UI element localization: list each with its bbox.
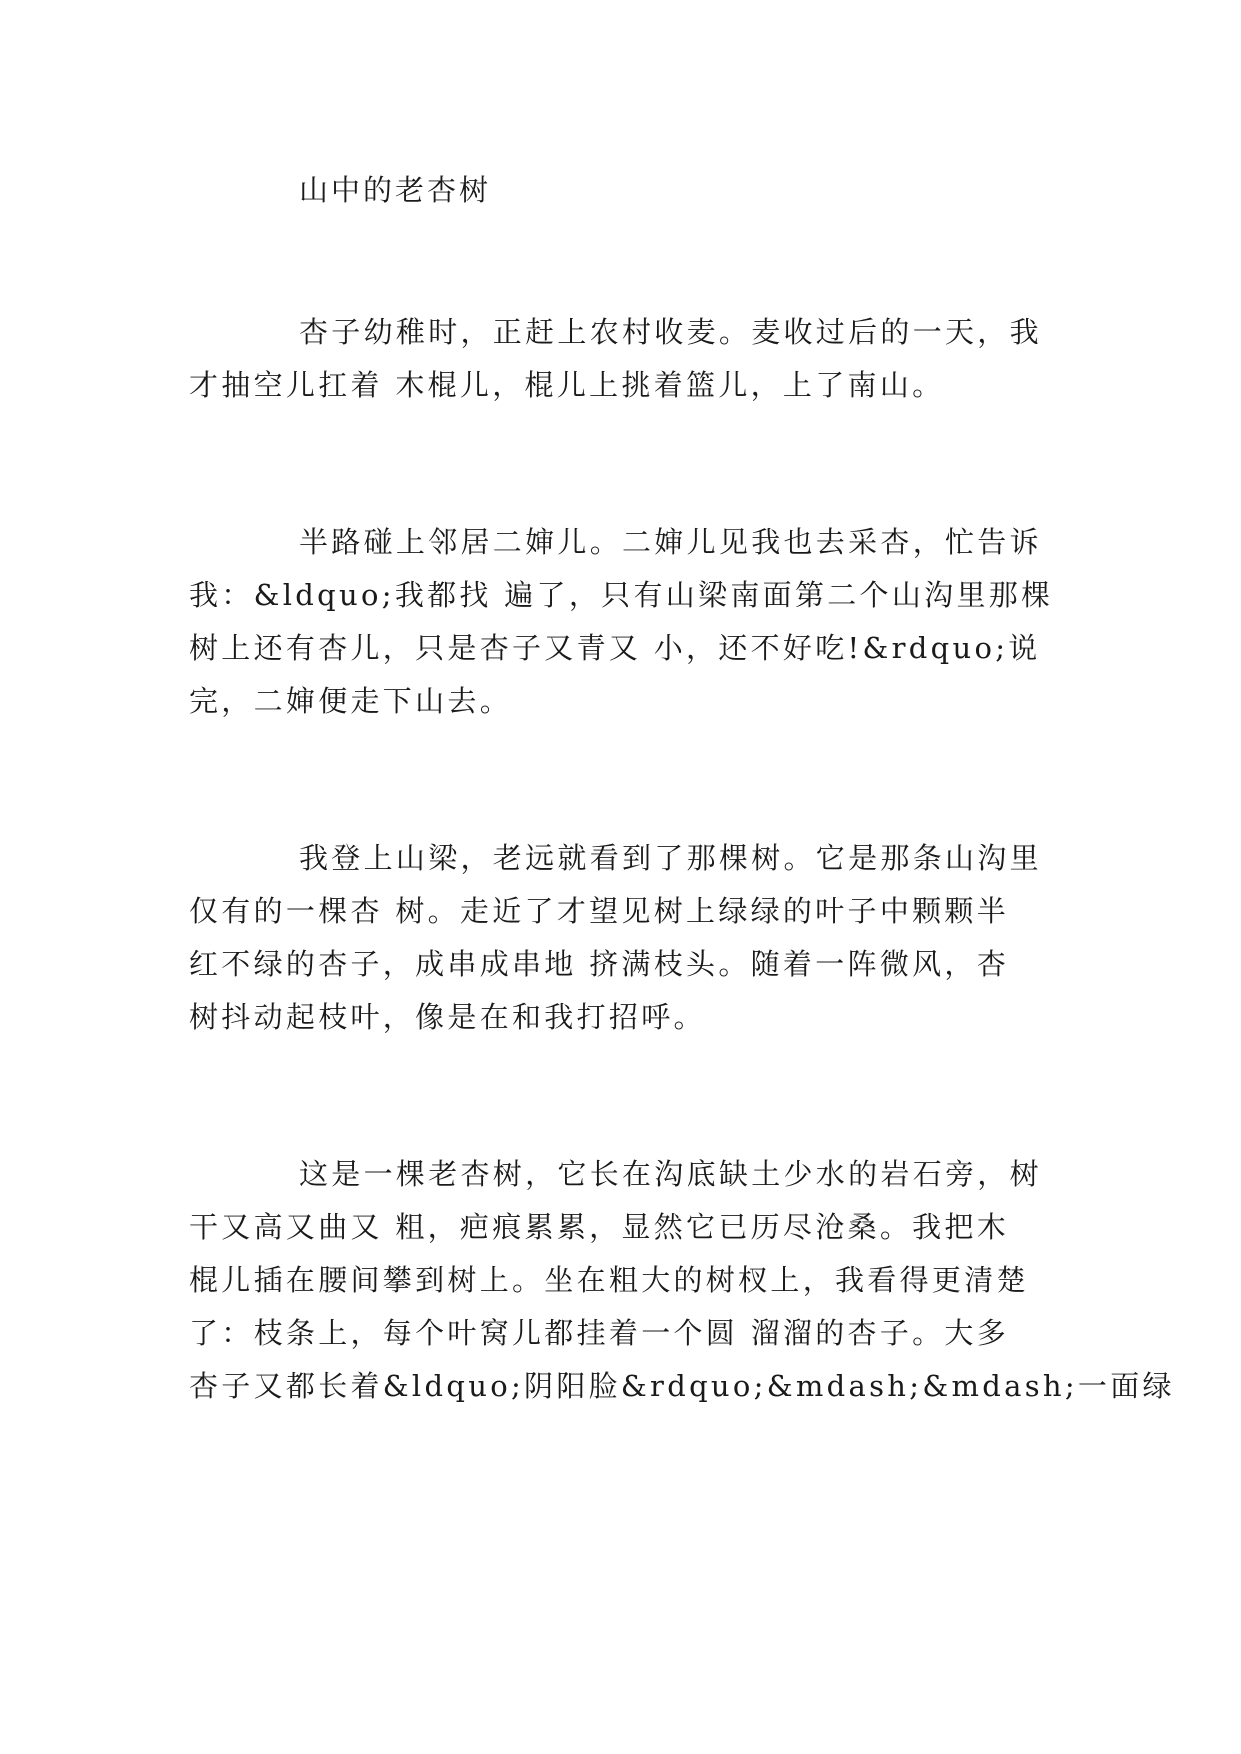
paragraph-3-line-2: 仅有的一棵杏 树。走近了才望见树上绿绿的叶子中颗颗半	[189, 894, 1010, 928]
paragraph-2-line-2: 我：&ldquo;我都找 遍了，只有山梁南面第二个山沟里那棵	[189, 578, 1054, 612]
paragraph-4-line-1: 这是一棵老杏树，它长在沟底缺土少水的岩石旁，树	[299, 1157, 1042, 1191]
paragraph-4-line-3: 棍儿插在腰间攀到树上。坐在粗大的树杈上，我看得更清楚	[189, 1263, 1029, 1297]
paragraph-3-line-3: 红不绿的杏子，成串成串地 挤满枝头。随着一阵微风，杏	[189, 947, 1010, 981]
document-title: 山中的老杏树	[299, 173, 492, 207]
paragraph-4-line-2: 干又高又曲又 粗，疤痕累累，显然它已历尽沧桑。我把木	[189, 1210, 1010, 1244]
paragraph-4-line-5: 杏子又都长着&ldquo;阴阳脸&rdquo;&mdash;&mdash;一面绿	[189, 1369, 1175, 1403]
paragraph-2-line-1: 半路碰上邻居二婶儿。二婶儿见我也去采杏，忙告诉	[299, 525, 1042, 559]
paragraph-2-line-4: 完，二婶便走下山去。	[189, 684, 513, 718]
paragraph-1-line-1: 杏子幼稚时，正赶上农村收麦。麦收过后的一天，我	[299, 315, 1042, 349]
paragraph-3-line-1: 我登上山梁，老远就看到了那棵树。它是那条山沟里	[299, 841, 1042, 875]
paragraph-4-line-4: 了：枝条上，每个叶窝儿都挂着一个圆 溜溜的杏子。大多	[189, 1316, 1010, 1350]
paragraph-2-line-3: 树上还有杏儿，只是杏子又青又 小，还不好吃!&rdquo;说	[189, 631, 1041, 665]
paragraph-3-line-4: 树抖动起枝叶，像是在和我打招呼。	[189, 1000, 706, 1034]
paragraph-1-line-2: 才抽空儿扛着 木棍儿，棍儿上挑着篮儿，上了南山。	[189, 368, 945, 402]
